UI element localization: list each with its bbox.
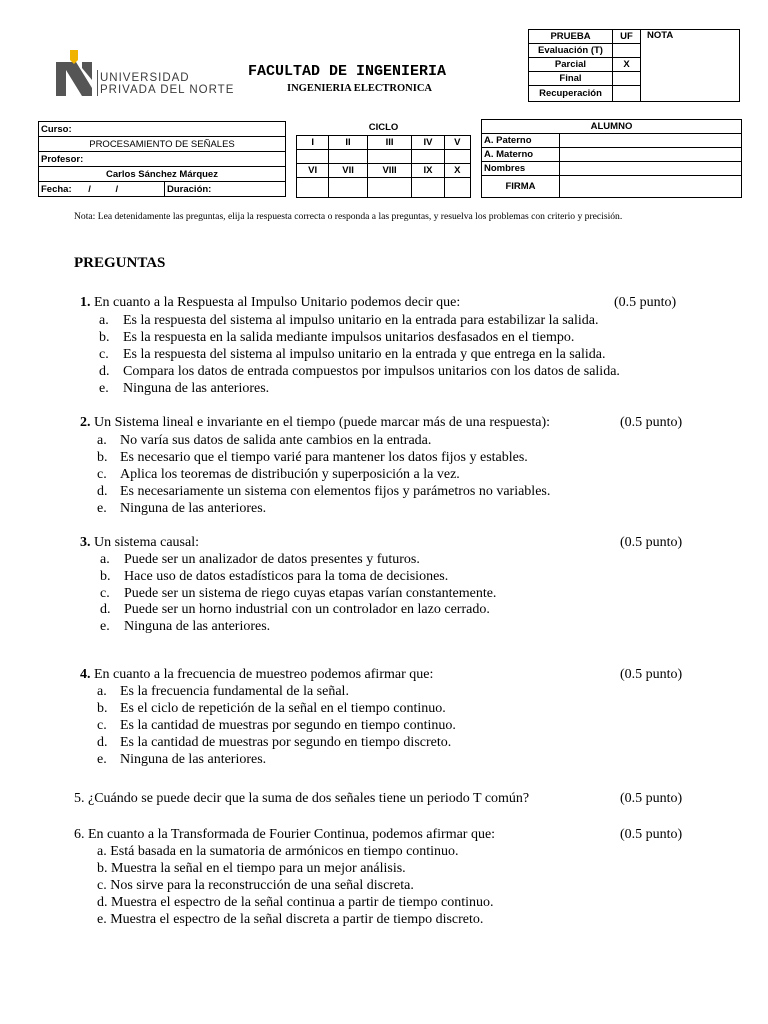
option[interactable] bbox=[97, 894, 494, 911]
alumno-field-label: FIRMA bbox=[482, 176, 560, 198]
option-text: Muestra el espectro de la señal continua a partir de tiempo continuo. bbox=[111, 895, 494, 910]
grade-header-nota: NOTA bbox=[641, 30, 740, 102]
ciclo-table bbox=[296, 121, 471, 198]
question-number: 3. bbox=[80, 535, 91, 550]
option[interactable] bbox=[99, 312, 620, 329]
option[interactable] bbox=[99, 346, 620, 363]
option-text: Es el ciclo de repetición de la señal en el tiempo continuo. bbox=[120, 701, 446, 716]
option-text: Nos sirve para la reconstrucción de una señal discreta. bbox=[110, 878, 414, 893]
option-letter: a. bbox=[97, 433, 107, 448]
alumno-field-input[interactable] bbox=[560, 176, 742, 198]
alumno-field-input[interactable] bbox=[560, 162, 742, 176]
option[interactable] bbox=[97, 734, 456, 751]
ciclo-mark[interactable] bbox=[329, 149, 367, 163]
option-text: Es necesariamente un sistema con elementos fijos y parámetros no variables. bbox=[120, 484, 551, 499]
options-list bbox=[100, 552, 496, 636]
option[interactable] bbox=[97, 877, 494, 894]
grade-row-label: Evaluación (T) bbox=[529, 44, 613, 58]
option[interactable] bbox=[97, 466, 550, 483]
question-points: (0.5 punto) bbox=[620, 667, 683, 682]
faculty-title: FACULTAD DE INGENIERIA bbox=[248, 63, 447, 80]
profesor-value: Carlos Sánchez Márquez bbox=[39, 167, 286, 182]
fecha-field[interactable] bbox=[39, 182, 165, 197]
grade-row-uf[interactable] bbox=[613, 44, 641, 58]
ciclo-cell: V bbox=[444, 135, 470, 149]
fecha-sep: / bbox=[88, 183, 91, 195]
school-title: INGENIERIA ELECTRONICA bbox=[287, 83, 432, 94]
ciclo-mark[interactable] bbox=[412, 149, 444, 163]
duracion-label[interactable]: Duración: bbox=[165, 182, 286, 197]
alumno-field-label: Nombres bbox=[482, 162, 560, 176]
option-letter: d. bbox=[97, 484, 108, 499]
ciclo-cell: VIII bbox=[367, 163, 412, 177]
option-text: Ninguna de las anteriores. bbox=[124, 619, 271, 635]
option-text: Aplica los teoremas de distribución y superposición a la vez. bbox=[120, 467, 460, 482]
option[interactable] bbox=[99, 380, 620, 397]
option-text: Es la respuesta del sistema al impulso unitario en la entrada y que entrega en la salida. bbox=[123, 347, 606, 362]
question-number: 2. bbox=[80, 415, 91, 430]
option[interactable] bbox=[97, 683, 456, 700]
option-text: Puede ser un analizador de datos presentes y futuros. bbox=[124, 552, 420, 567]
ciclo-mark[interactable] bbox=[367, 149, 412, 163]
option-letter: e. bbox=[99, 381, 109, 396]
question-points: (0.5 punto) bbox=[620, 791, 683, 806]
curso-label: Curso: bbox=[39, 122, 286, 137]
question-points: (0.5 punto) bbox=[620, 535, 683, 550]
course-table bbox=[38, 121, 286, 197]
option[interactable] bbox=[97, 751, 456, 768]
question-number: 1. bbox=[80, 295, 91, 310]
option[interactable] bbox=[97, 449, 550, 466]
option[interactable] bbox=[99, 329, 620, 346]
option-letter: b. bbox=[97, 701, 108, 716]
question-number: 4. bbox=[80, 667, 91, 682]
option-letter: c. bbox=[97, 718, 107, 733]
question-text: En cuanto a la Respuesta al Impulso Unitario podemos decir que: bbox=[94, 295, 461, 310]
option-text: Es la respuesta en la salida mediante impulsos unitarios desfasados en el tiempo. bbox=[123, 330, 575, 345]
option-letter: b. bbox=[99, 330, 110, 345]
grade-table bbox=[528, 29, 740, 102]
question-2 bbox=[80, 414, 550, 431]
option-text: Puede ser un horno industrial con un controlador en lazo cerrado. bbox=[124, 602, 490, 618]
grade-header-prueba: PRUEBA bbox=[529, 30, 613, 44]
grade-row-label: Recuperación bbox=[529, 86, 613, 102]
option-text: Es necesario que el tiempo varié para mantener los datos fijos y estables. bbox=[120, 450, 528, 465]
section-title: PREGUNTAS bbox=[74, 255, 166, 271]
fecha-sep: / bbox=[115, 183, 119, 195]
option-text: Compara los datos de entrada compuestos por impulsos unitarios con los datos de salida. bbox=[123, 364, 620, 379]
option-letter: e. bbox=[97, 752, 107, 767]
logo-divider bbox=[97, 70, 98, 96]
question-1 bbox=[80, 294, 460, 311]
option-text: Es la cantidad de muestras por segundo en tiempo discreto. bbox=[120, 735, 452, 750]
alumno-table bbox=[481, 119, 742, 198]
option[interactable] bbox=[99, 363, 620, 380]
grade-row-uf[interactable]: X bbox=[613, 58, 641, 72]
option[interactable] bbox=[97, 700, 456, 717]
option-letter: c. bbox=[99, 347, 109, 362]
ciclo-cell: III bbox=[367, 135, 412, 149]
university-line2: PRIVADA DEL NORTE bbox=[100, 84, 235, 96]
option-text: Es la cantidad de muestras por segundo en tiempo continuo. bbox=[120, 718, 456, 733]
option[interactable] bbox=[100, 586, 496, 603]
option[interactable] bbox=[97, 432, 550, 449]
university-name bbox=[100, 72, 234, 96]
option-text: Hace uso de datos estadísticos para la toma de decisiones. bbox=[124, 568, 449, 584]
option-text: Muestra el espectro de la señal discreta a partir de tiempo discreto. bbox=[110, 912, 484, 927]
ciclo-mark[interactable] bbox=[412, 177, 444, 197]
options-list bbox=[97, 683, 456, 768]
question-points: (0.5 punto) bbox=[620, 415, 683, 430]
ciclo-mark[interactable] bbox=[444, 177, 470, 197]
option-letter: d. bbox=[99, 364, 110, 379]
ciclo-cell: VI bbox=[297, 163, 329, 177]
options-list bbox=[97, 843, 494, 928]
option-text: Ninguna de las anteriores. bbox=[120, 501, 267, 516]
question-3 bbox=[80, 534, 199, 551]
options-list bbox=[97, 432, 550, 517]
option-text: Es la frecuencia fundamental de la señal. bbox=[120, 684, 349, 699]
university-line1: UNIVERSIDAD bbox=[100, 72, 190, 84]
ciclo-cell: VII bbox=[329, 163, 367, 177]
ciclo-title: CICLO bbox=[297, 121, 471, 135]
option[interactable] bbox=[97, 483, 550, 500]
option[interactable] bbox=[97, 843, 494, 860]
ciclo-mark[interactable] bbox=[297, 177, 329, 197]
unp-logo-icon bbox=[52, 48, 100, 98]
question-text: En cuanto a la frecuencia de muestreo podemos afirmar que: bbox=[94, 667, 434, 682]
option-letter: e. bbox=[97, 912, 107, 927]
ciclo-cell: IV bbox=[412, 135, 444, 149]
option-letter: a. bbox=[99, 313, 109, 328]
question-4 bbox=[80, 666, 433, 683]
alumno-field-input[interactable] bbox=[560, 134, 742, 148]
grade-row-uf[interactable] bbox=[613, 72, 641, 86]
ciclo-cell: II bbox=[329, 135, 367, 149]
ciclo-cell: IX bbox=[412, 163, 444, 177]
option-text: Ninguna de las anteriores. bbox=[120, 752, 267, 767]
option[interactable] bbox=[100, 619, 496, 636]
option-text: Está basada en la sumatoria de armónicos en tiempo continuo. bbox=[110, 844, 459, 859]
grade-header-uf: UF bbox=[613, 30, 641, 44]
question-text: Un Sistema lineal e invariante en el tiempo (puede marcar más de una respuesta): bbox=[94, 415, 550, 430]
question-text: En cuanto a la Transformada de Fourier Continua, podemos afirmar que: bbox=[88, 827, 496, 842]
option-letter: e. bbox=[100, 619, 110, 635]
question-5 bbox=[74, 790, 529, 807]
ciclo-mark[interactable] bbox=[329, 177, 367, 197]
option-letter: b. bbox=[100, 568, 111, 584]
option-letter: a. bbox=[97, 844, 107, 859]
option[interactable] bbox=[97, 860, 494, 877]
option-letter: a. bbox=[97, 684, 107, 699]
question-number: 6. bbox=[74, 827, 85, 842]
option-letter: a. bbox=[100, 552, 110, 567]
option[interactable] bbox=[97, 717, 456, 734]
question-text: ¿Cuándo se puede decir que la suma de dos señales tiene un periodo T común? bbox=[88, 791, 530, 806]
grade-row-uf[interactable] bbox=[613, 86, 641, 102]
ciclo-mark[interactable] bbox=[444, 149, 470, 163]
profesor-label: Profesor: bbox=[39, 152, 286, 167]
option[interactable] bbox=[97, 911, 494, 928]
option-letter: d. bbox=[97, 735, 108, 750]
option-letter: d. bbox=[100, 602, 111, 618]
option-letter: c. bbox=[97, 467, 107, 482]
option-letter: b. bbox=[97, 450, 108, 465]
option[interactable] bbox=[100, 569, 496, 586]
question-6 bbox=[74, 826, 495, 843]
option-letter: b. bbox=[97, 861, 108, 876]
option-letter: c. bbox=[97, 878, 107, 893]
question-points: (0.5 punto) bbox=[620, 827, 683, 842]
grade-row-label: Final bbox=[529, 72, 613, 86]
fecha-label: Fecha: bbox=[41, 183, 72, 195]
options-list bbox=[99, 312, 620, 397]
option-text: Muestra la señal en el tiempo para un mejor análisis. bbox=[111, 861, 406, 876]
alumno-field-input[interactable] bbox=[560, 148, 742, 162]
question-points: (0.5 punto) bbox=[614, 295, 677, 310]
grade-row-label: Parcial bbox=[529, 58, 613, 72]
curso-value: PROCESAMIENTO DE SEÑALES bbox=[39, 137, 286, 152]
alumno-field-label: A. Materno bbox=[482, 148, 560, 162]
option-text: Ninguna de las anteriores. bbox=[123, 381, 270, 396]
option-letter: e. bbox=[97, 501, 107, 516]
ciclo-mark[interactable] bbox=[367, 177, 412, 197]
question-number: 5. bbox=[74, 791, 85, 806]
option-text: Puede ser un sistema de riego cuyas etapas varían constantemente. bbox=[124, 585, 497, 601]
option-letter: c. bbox=[100, 585, 110, 601]
question-text: Un sistema causal: bbox=[94, 535, 199, 550]
alumno-field-label: A. Paterno bbox=[482, 134, 560, 148]
option[interactable] bbox=[100, 602, 496, 619]
ciclo-cell: X bbox=[444, 163, 470, 177]
option-text: No varía sus datos de salida ante cambios en la entrada. bbox=[120, 433, 432, 448]
option-text: Es la respuesta del sistema al impulso unitario en la entrada para estabilizar la salida. bbox=[123, 313, 599, 328]
option[interactable] bbox=[97, 500, 550, 517]
ciclo-cell: I bbox=[297, 135, 329, 149]
option[interactable] bbox=[100, 552, 496, 569]
alumno-title: ALUMNO bbox=[482, 120, 742, 134]
option-letter: d. bbox=[97, 895, 108, 910]
ciclo-mark[interactable] bbox=[297, 149, 329, 163]
instructions-note: Nota: Lea detenidamente las preguntas, elija la respuesta correcta o responda a las preguntas, y resuelva los problemas con criterio y precisión. bbox=[74, 211, 623, 222]
